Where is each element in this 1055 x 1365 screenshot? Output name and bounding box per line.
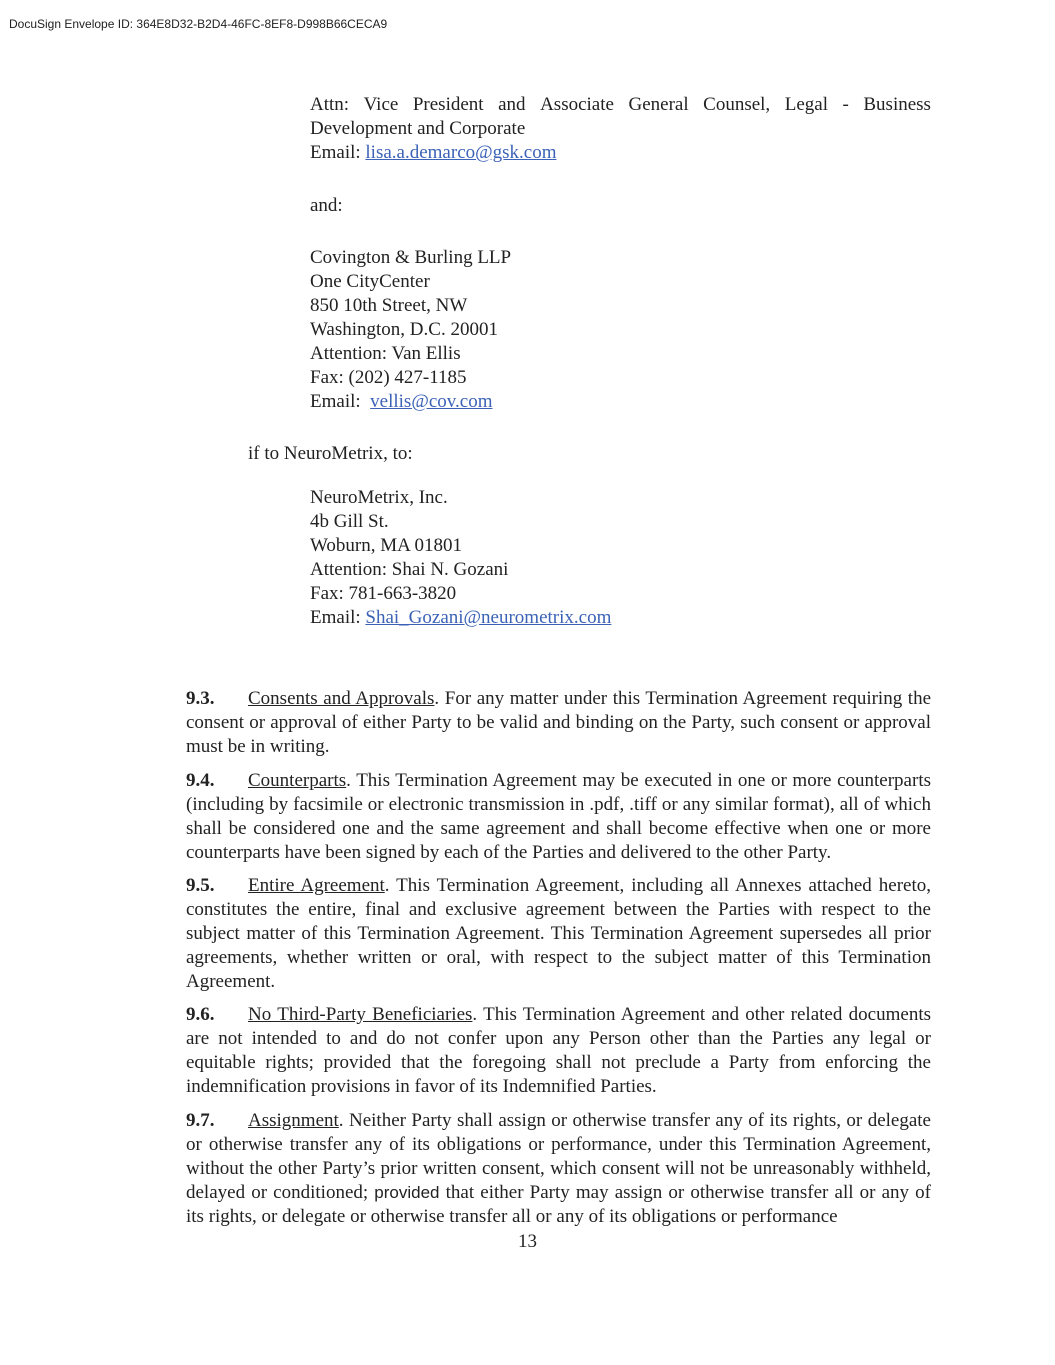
provided-word: provided (374, 1183, 440, 1202)
address-line: One CityCenter (310, 271, 430, 292)
section-9-3 (124, 687, 931, 759)
neurometrix-email-line (310, 606, 611, 630)
section-9-7 (124, 1109, 931, 1229)
attn-word: Counsel, (703, 94, 771, 115)
fax-line: Fax: 781-663-3820 (310, 583, 457, 604)
address-line: 850 10th Street, NW (310, 295, 468, 316)
section-text: . This Termination Agreement may be executed in one or more counterparts (including by facsimile or electronic transmission in .pdf, .tiff or any similar format), all of which shall be considered one and the same agreement and shall become effective when one or more counterparts have been signed by each of the Parties and delivered to the other Party. (186, 770, 931, 863)
if-to-neurometrix: if to NeuroMetrix, to: (248, 443, 413, 464)
attn-word: and (498, 94, 526, 115)
attn-word: - (842, 94, 849, 115)
section-heading: No Third-Party Beneficiaries (248, 1004, 473, 1025)
section-number: 9.4. (186, 770, 215, 791)
address-line: Woburn, MA 01801 (310, 535, 463, 556)
attn-line-2: Development and Corporate (310, 118, 526, 139)
covington-email-link[interactable]: vellis@cov.com (370, 391, 493, 412)
page-number: 13 (518, 1231, 537, 1252)
attn-word: Attn: (310, 94, 350, 115)
attn-word: Legal (784, 94, 828, 115)
section-text: that either Party may assign or otherwise transfer all or any of its rights, or delegate or otherwise transfer all or any of its obligations or performance (186, 1182, 931, 1227)
neurometrix-address-block (310, 486, 611, 630)
covington-email-line (310, 390, 511, 414)
email-label: Email: (310, 142, 361, 163)
attn-word: President (412, 94, 484, 115)
and-text: and: (310, 195, 343, 216)
attn-word: Associate (540, 94, 614, 115)
email-label: Email: (310, 607, 361, 628)
address-line: NeuroMetrix, Inc. (310, 487, 448, 508)
section-heading: Assignment (248, 1110, 339, 1131)
neurometrix-email-link[interactable]: Shai_Gozani@neurometrix.com (365, 607, 612, 628)
section-heading: Counterparts (248, 770, 347, 791)
section-number: 9.6. (186, 1004, 215, 1025)
attention-line: Attention: Van Ellis (310, 343, 461, 364)
section-9-5 (124, 874, 931, 994)
attention-line: Attention: Shai N. Gozani (310, 559, 509, 580)
attn-word: General (628, 94, 689, 115)
section-9-6 (124, 1003, 931, 1099)
section-heading: Entire Agreement (248, 875, 385, 896)
gsk-email-link[interactable]: lisa.a.demarco@gsk.com (365, 142, 557, 163)
section-heading: Consents and Approvals (248, 688, 435, 709)
address-line: Covington & Burling LLP (310, 247, 512, 268)
section-text: . This Termination Agreement, including all Annexes attached hereto, constitutes the entire, final and exclusive agreement between the Parties with respect to the subject matter of this Termination Agreement. This Termination Agreement supersedes all prior agreements, whether written or oral, with respect to the subject matter of this Termination Agreement. (186, 875, 931, 992)
email-label: Email: (310, 391, 361, 412)
address-line: Washington, D.C. 20001 (310, 319, 498, 340)
section-text: . Neither Party shall assign or otherwise transfer any of its rights, or delegate or otherwise transfer any of its obligations or performance, under this Termination Agreement, without the other Party’s prior written consent, which consent will not be unreasonably withheld, delayed or conditioned; (186, 1110, 931, 1203)
section-number: 9.7. (186, 1110, 215, 1131)
attn-word: Vice (363, 94, 399, 115)
attn-word: Business (863, 94, 931, 115)
docusign-envelope-id: DocuSign Envelope ID: 364E8D32-B2D4-46FC-8EF8-D998B66CECA9 (9, 17, 388, 31)
section-number: 9.5. (186, 875, 215, 896)
section-9-4 (124, 769, 931, 865)
section-number: 9.3. (186, 688, 215, 709)
section-text: . For any matter under this Termination Agreement requiring the consent or approval of either Party to be valid and binding on the Party, such consent or approval must be in writing. (186, 688, 932, 757)
gsk-email-line (310, 141, 931, 165)
fax-line: Fax: (202) 427-1185 (310, 367, 467, 388)
covington-address-block (310, 246, 511, 414)
section-text: . This Termination Agreement and other related documents are not intended to and do not confer upon any Person other than the Parties any legal or equitable rights; provided that the foregoing shall not preclude a Party from enforcing the indemnification provisions in favor of its Indemnified Parties. (186, 1004, 932, 1097)
address-line: 4b Gill St. (310, 511, 389, 532)
attn-line (310, 93, 931, 117)
gsk-notice-block (310, 93, 931, 165)
